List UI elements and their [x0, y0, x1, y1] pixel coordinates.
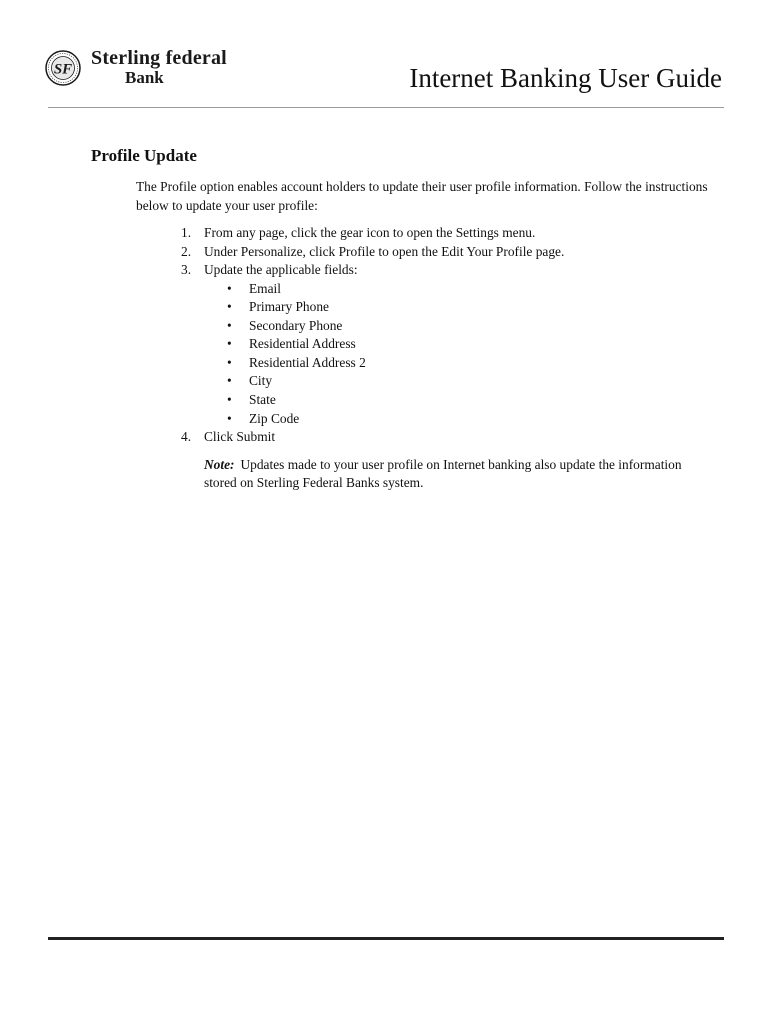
bullet-icon: • [227, 317, 232, 333]
bullet-icon: • [227, 373, 232, 389]
bank-name: Sterling federal [91, 47, 227, 69]
field-item [204, 391, 716, 410]
bank-seal-icon [45, 50, 81, 86]
field-label: Residential Address 2 [249, 354, 366, 370]
field-item [204, 317, 716, 336]
field-item [204, 298, 716, 317]
page-header [0, 0, 770, 110]
step-number: 4. [181, 429, 192, 445]
field-item [204, 372, 716, 391]
step-text: Click Submit [204, 429, 276, 445]
section-heading: Profile Update [91, 146, 197, 165]
field-label: Zip Code [249, 410, 300, 426]
step-text: Update the applicable fields: [204, 262, 358, 277]
section-body [136, 178, 716, 493]
step-item [136, 243, 716, 262]
bank-word: Bank [125, 68, 164, 87]
bullet-icon: • [227, 354, 232, 370]
fields-list [204, 280, 716, 429]
field-label: City [249, 373, 273, 389]
field-label: State [249, 392, 276, 408]
step-number: 1. [181, 225, 192, 240]
field-label: Email [249, 280, 281, 296]
step-text: Under Personalize, click Profile to open the Edit Your Profile page. [204, 243, 565, 259]
bullet-icon: • [227, 280, 232, 296]
bank-logo [45, 48, 245, 90]
steps-list [136, 224, 716, 447]
note-label: Note: [204, 456, 235, 472]
intro-paragraph: The Profile option enables account holders to update their user profile information. Follow the instructions below to update your user profile: [136, 179, 708, 213]
note-text: Updates made to your user profile on Internet banking also update the information stored on Sterling Federal Banks system. [204, 456, 682, 491]
field-item [204, 335, 716, 354]
footer-divider [48, 937, 724, 940]
field-item [204, 354, 716, 373]
document-title: Internet Banking User Guide [409, 63, 722, 93]
bullet-icon: • [227, 299, 232, 315]
field-label: Primary Phone [249, 299, 329, 315]
step-number: 3. [181, 262, 192, 277]
step-text: From any page, click the gear icon to open the Settings menu. [204, 225, 536, 240]
step-number: 2. [181, 243, 192, 259]
note-paragraph [204, 456, 709, 493]
header-divider [48, 107, 724, 108]
field-item [204, 410, 716, 429]
bullet-icon: • [227, 336, 232, 352]
step-item [136, 428, 716, 447]
bank-monogram: SF [53, 61, 73, 78]
bullet-icon: • [227, 392, 232, 408]
field-label: Secondary Phone [249, 317, 343, 333]
step-item [136, 261, 716, 428]
field-item [204, 280, 716, 299]
bullet-icon: • [227, 410, 232, 426]
step-item [136, 224, 716, 243]
field-label: Residential Address [249, 336, 356, 352]
